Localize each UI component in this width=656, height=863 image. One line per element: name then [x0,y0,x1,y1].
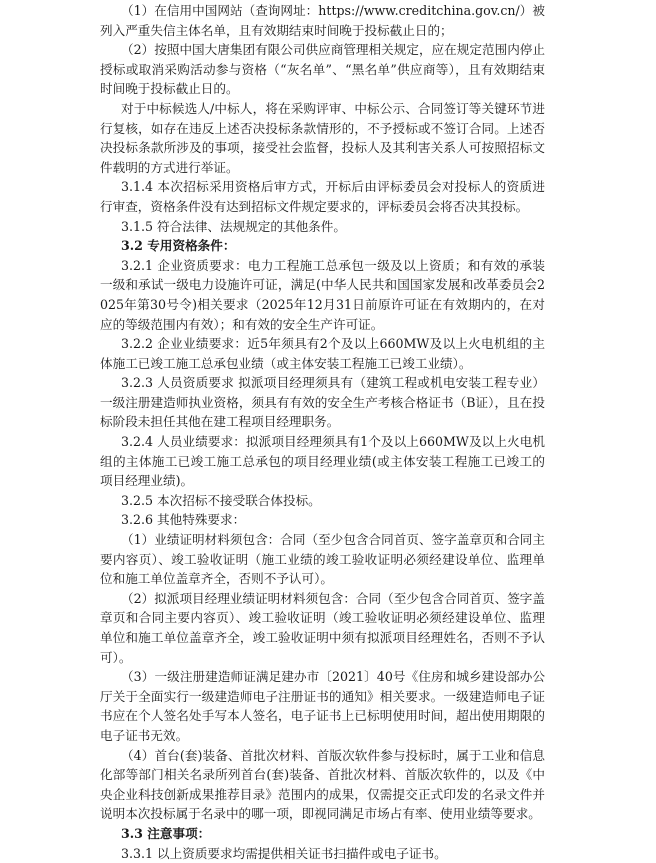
item-datang-supplier-rules: （2）按照中国大唐集团有限公司供应商管理相关规定，应在规定范围内停止授标或取消采购活动参与资格（“灰名单”、“黑名单”供应商等），且有效期结束时间晚于投标截止日的。 [100,42,545,97]
section-heading-3-3: 3.3 注意事项： [121,825,211,841]
special-item-2: （2）拟派项目经理业绩证明材料须包含：合同（至少包含合同首页、签字盖章页和合同主要内容页）、竣工验收证明（竣工验收证明必须经建设单位、监理单位和施工单位盖章齐全，竣工验收证明中须有拟派项目经理姓名，否则不予认可）。 [100,590,545,665]
special-item-4: （4）首台(套)装备、首批次材料、首版次软件参与投标时，属于工业和信息化部等部门相关名录所列首台(套)装备、首批次材料、首版次软件的，以及《中央企业科技创新成果推荐目录》范围内的成果，仅需提交正式印发的名录文件并说明本次投标属于名录中的哪一项，即视同满足市场占有率、使用业绩等要求。 [100,747,545,822]
clause-3-2-3: 3.2.3 人员资质要求 拟派项目经理须具有（建筑工程或机电安装工程专业）一级注册建造师执业资格，须具有有效的安全生产考核合格证书（B证），且在投标阶段未担任其他在建工程项目经理职务。 [100,375,545,430]
document-body [0,1,545,863]
clause-3-2-5: 3.2.5 本次招标不接受联合体投标。 [121,492,321,508]
section-heading-3-2: 3.2 专用资格条件： [121,238,236,254]
item-credit-china: （1）在信用中国网站（查询网址：https://www.creditchina.gov.cn/）被列入严重失信主体名单，且有效期结束时间晚于投标截止日的； [100,3,545,38]
clause-3-2-6: 3.2.6 其他特殊要求： [121,512,246,528]
clause-3-2-4: 3.2.4 人员业绩要求：拟派项目经理须具有1个及以上660MW及以上火电机组的主体施工已竣工施工总承包的项目经理业绩(或主体安装工程施工已竣工的项目经理业绩)。 [100,434,545,489]
clause-3-1-5: 3.1.5 符合法律、法规规定的其他条件。 [121,218,346,234]
clause-3-3-1: 3.3.1 以上资质要求均需提供相关证书扫描件或电子证书。 [121,845,447,861]
paragraph-review-note: 对于中标候选人/中标人，将在采购评审、中标公示、合同签订等关键环节进行复核，如存在违反上述否决投标条款情形的，不予授标或不签订合同。上述否决投标条款所涉及的事项，接受社会监督，投标人及其利害关系人可按照招标文件载明的方式进行举证。 [100,100,545,175]
special-item-1: （1）业绩证明材料须包含：合同（至少包含合同首页、签字盖章页和合同主要内容页）、竣工验收证明（施工业绩的竣工验收证明必须经建设单位、监理单位和施工单位盖章齐全，否则不予认可）。 [100,532,545,587]
clause-3-1-4: 3.1.4 本次招标采用资格后审方式，开标后由评标委员会对投标人的资质进行审查，资格条件没有达到招标文件规定要求的，评标委员会将否决其投标。 [100,179,545,214]
clause-3-2-1: 3.2.1 企业资质要求：电力工程施工总承包一级及以上资质；和有效的承装一级和承试一级电力设施许可证，满足(中华人民共和国国家发展和改革委员会2025年第30号令)相关要求（2025年12月31日前原许可证在有效期内的，在对应的等级范围内有效）；和有效的安全生产许可证。 [100,257,545,332]
clause-3-2-2: 3.2.2 企业业绩要求：近5年须具有2个及以上660MW及以上火电机组的主体施工已竣工施工总承包业绩（或主体安装工程施工已竣工业绩）。 [100,336,545,371]
special-item-3: （3）一级注册建造师证满足建办市〔2021〕40号《住房和城乡建设部办公厅关于全面实行一级建造师电子注册证书的通知》相关要求。一级建造师电子证书应在个人签名处手写本人签名，电子证书上已标明使用时间，超出使用期限的电子证书无效。 [100,669,545,743]
